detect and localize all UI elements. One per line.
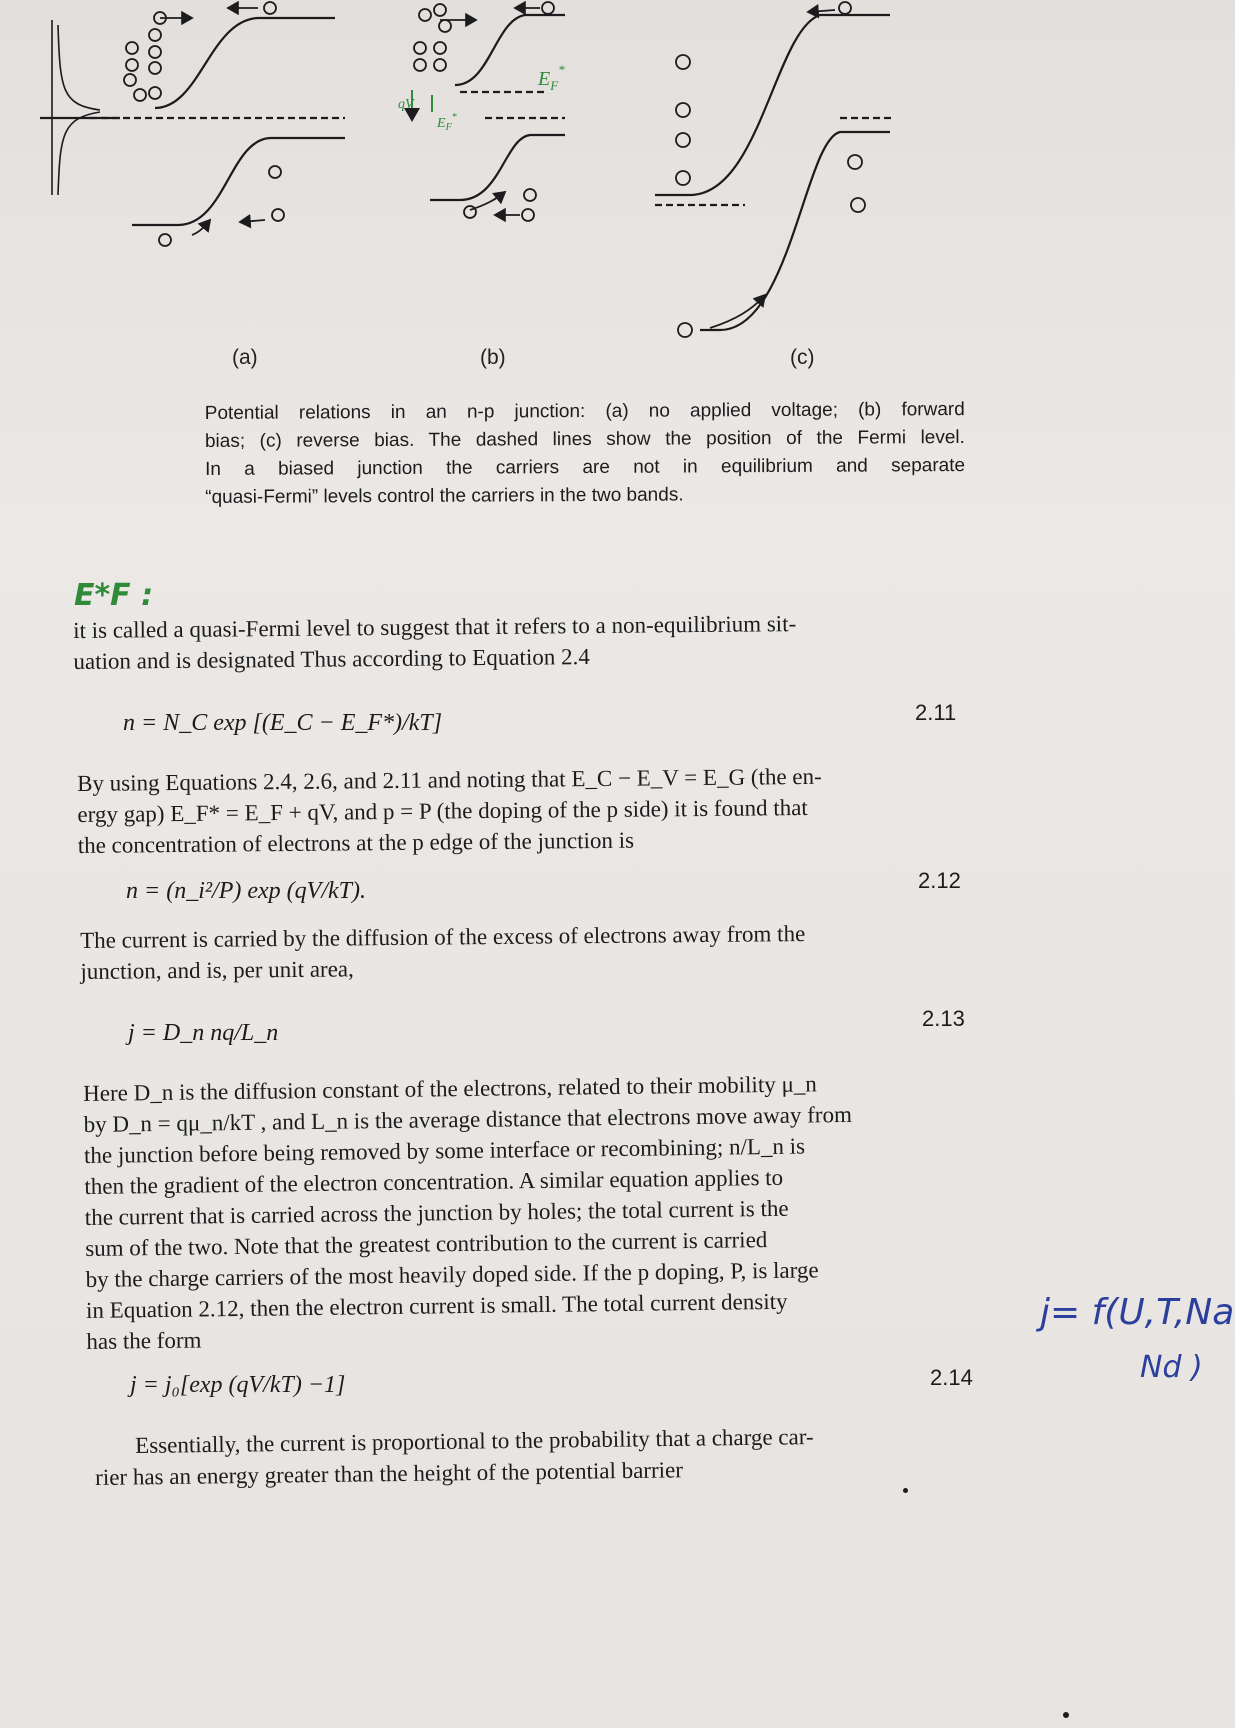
text-line: has the form bbox=[86, 1327, 202, 1354]
text-line: rier has an energy greater than the height of the potential barrier bbox=[95, 1457, 684, 1490]
handwritten-side-note-2: Nd ) bbox=[1140, 1350, 1203, 1385]
text-line: ergy gap) E_F* = E_F + qV, and p = P (the doping of the p side) it is found that bbox=[77, 794, 808, 827]
text-line: the current that is carried across the junction by holes; the total current is the bbox=[84, 1195, 789, 1230]
speck-mark bbox=[903, 1488, 908, 1493]
equation-number: 2.13 bbox=[922, 1006, 965, 1031]
fermi-label-upper: $E_F^*$ bbox=[538, 62, 565, 93]
paragraph-3 bbox=[80, 916, 981, 987]
panel-label-a: (a) bbox=[232, 346, 258, 369]
text-line: it is called a quasi-Fermi level to suggest that it refers to a non-equilibrium sit- bbox=[73, 611, 797, 643]
text-line: by D_n = qμ_n/kT , and L_n is the average distance that electrons move away from bbox=[83, 1101, 853, 1137]
text-line: uation and is designated Thus according to Equation 2.4 bbox=[73, 644, 590, 674]
equation-2-12: n = (n_i²/P) exp (qV/kT). bbox=[126, 878, 366, 904]
handwritten-heading: E*F : bbox=[74, 578, 154, 613]
caption-line: “quasi-Fermi” levels control the carriers in the two bands. bbox=[205, 484, 684, 508]
caption-line: bias; (c) reverse bias. The dashed lines show the position of the Fermi level. bbox=[204, 427, 965, 452]
panel-label-b: (b) bbox=[480, 346, 506, 369]
band-diagram-figure bbox=[0, 0, 1235, 360]
speck-mark bbox=[1063, 1712, 1069, 1718]
paragraph-2 bbox=[77, 759, 978, 861]
equation-number: 2.12 bbox=[918, 868, 961, 893]
text-line: sum of the two. Note that the greatest contribution to the current is carried bbox=[85, 1227, 768, 1261]
figure-caption bbox=[205, 396, 966, 512]
caption-line: Potential relations in an n-p junction: (a) no applied voltage; (b) forward bbox=[204, 399, 965, 424]
text-line: in Equation 2.12, then the electron current is small. The total current density bbox=[85, 1288, 788, 1323]
text-line: junction, and is, per unit area, bbox=[80, 956, 354, 984]
text-line: then the gradient of the electron concentration. A similar equation applies to bbox=[84, 1164, 784, 1199]
text-line: By using Equations 2.4, 2.6, and 2.11 and noting that E_C − E_V = E_G (the en- bbox=[77, 763, 822, 796]
panel-c-diagram bbox=[655, 10, 895, 330]
green-pen-marks bbox=[412, 90, 432, 120]
panel-a-diagram bbox=[40, 8, 345, 235]
fermi-label-lower: $E_F^*$ bbox=[437, 112, 457, 133]
paragraph-4 bbox=[83, 1066, 987, 1357]
text-line: the junction before being removed by some interface or recombining; n/L_n is bbox=[83, 1133, 806, 1168]
panel-b-diagram bbox=[430, 8, 565, 215]
equation-2-11: n = N_C exp [(E_C − E_F*)/kT] bbox=[123, 710, 443, 736]
panel-label-c: (c) bbox=[790, 346, 815, 369]
paragraph-1 bbox=[73, 606, 974, 677]
equation-2-13: j = D_n nq/L_n bbox=[128, 1020, 279, 1046]
equation-number: 2.11 bbox=[915, 700, 957, 725]
qv-label: qV bbox=[398, 97, 414, 112]
handwritten-side-note: j= f(U,T,Na bbox=[1040, 1292, 1235, 1333]
equation-number: 2.14 bbox=[930, 1365, 973, 1390]
text-line: by the charge carriers of the most heavily doped side. If the p doping, P, is large bbox=[85, 1257, 819, 1292]
text-line: Essentially, the current is proportional to the probability that a charge car- bbox=[135, 1424, 814, 1458]
text-line: Here D_n is the diffusion constant of the electrons, related to their mobility μ_n bbox=[83, 1071, 817, 1106]
caption-line: In a biased junction the carriers are not in equilibrium and separate bbox=[205, 455, 966, 480]
text-line: The current is carried by the diffusion of the excess of electrons away from the bbox=[80, 921, 806, 953]
text-line: the concentration of electrons at the p edge of the junction is bbox=[77, 827, 635, 858]
equation-2-14: j = j₀[exp (qV/kT) −1] bbox=[130, 1372, 346, 1398]
